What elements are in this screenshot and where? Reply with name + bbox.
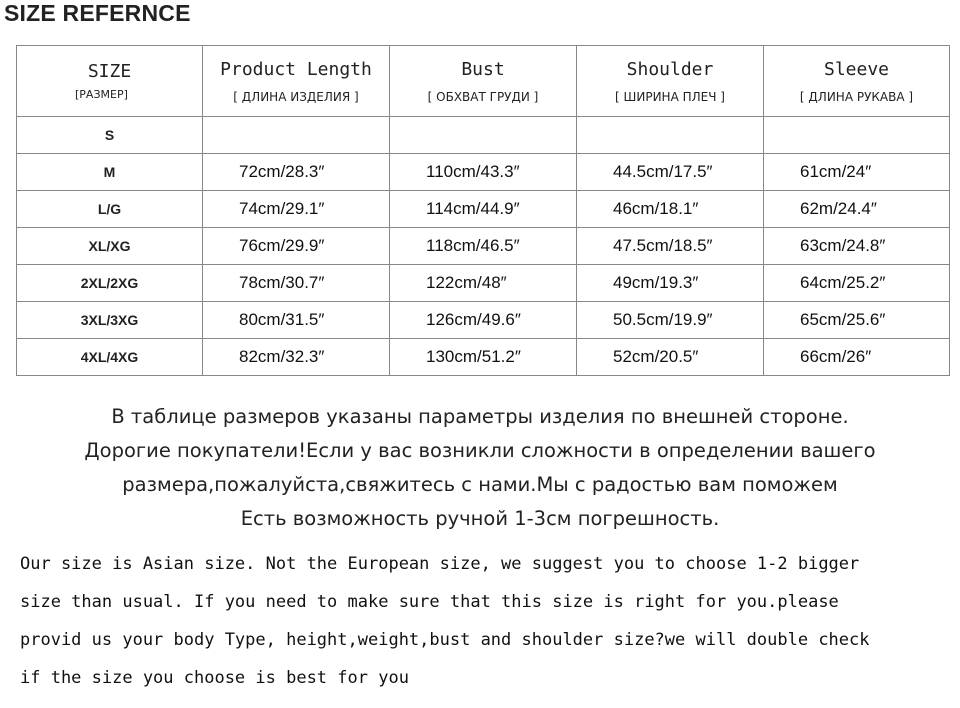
size-table — [16, 45, 950, 376]
shoulder-cell: 49cm/19.3″ — [577, 265, 764, 302]
table-row — [17, 228, 950, 265]
bust-cell: 122cm/48″ — [390, 265, 577, 302]
header-length-label: Product Length — [220, 58, 372, 80]
notice-en-line: provid us your body Type, height,weight,bust and shoulder size?we will double check — [20, 630, 870, 650]
length-cell: 76cm/29.9″ — [203, 228, 390, 265]
header-bust-label-ru: [ ОБХВАТ ГРУДИ ] — [427, 89, 539, 104]
sleeve-cell: 61cm/24″ — [764, 154, 950, 191]
table-row — [17, 117, 950, 154]
bust-cell: 114cm/44.9″ — [390, 191, 577, 228]
shoulder-cell: 47.5cm/18.5″ — [577, 228, 764, 265]
notice-en-line: Our size is Asian size. Not the European size, we suggest you to choose 1-2 bigger — [20, 554, 860, 574]
table-row — [17, 154, 950, 191]
header-shoulder-label: Shoulder — [626, 58, 714, 80]
shoulder-cell: 46cm/18.1″ — [577, 191, 764, 228]
table-row — [17, 302, 950, 339]
notice-en-line: if the size you choose is best for you — [20, 668, 409, 688]
sleeve-cell: 65cm/25.6″ — [764, 302, 950, 339]
page-title: SIZE REFERNCE — [4, 0, 191, 26]
header-length-label-ru: [ ДЛИНА ИЗДЕЛИЯ ] — [233, 89, 359, 104]
notice-russian — [0, 400, 960, 536]
size-cell: M — [17, 154, 203, 191]
notice-ru-line: Есть возможность ручной 1-3см погрешность. — [240, 507, 720, 530]
shoulder-cell — [577, 117, 764, 154]
table-row — [17, 265, 950, 302]
length-cell — [203, 117, 390, 154]
notice-en-line: size than usual. If you need to make sure that this size is right for you.please — [20, 592, 839, 612]
bust-cell — [390, 117, 577, 154]
sleeve-cell — [764, 117, 950, 154]
shoulder-cell: 52cm/20.5″ — [577, 339, 764, 376]
header-product-length — [203, 46, 390, 117]
table-row — [17, 191, 950, 228]
header-sleeve-label: Sleeve — [823, 58, 890, 80]
shoulder-cell: 50.5cm/19.9″ — [577, 302, 764, 339]
header-size-label-ru: [РАЗМЕР] — [75, 88, 128, 101]
length-cell: 78cm/30.7″ — [203, 265, 390, 302]
notice-english — [20, 545, 950, 697]
header-sleeve-label-ru: [ ДЛИНА РУКАВА ] — [799, 89, 914, 104]
size-cell: 4XL/4XG — [17, 339, 203, 376]
header-size — [17, 46, 203, 117]
header-shoulder-label-ru: [ ШИРИНА ПЛЕЧ ] — [615, 89, 725, 104]
sleeve-cell: 62m/24.4″ — [764, 191, 950, 228]
bust-cell: 110cm/43.3″ — [390, 154, 577, 191]
header-sleeve — [764, 46, 950, 117]
bust-cell: 126cm/49.6″ — [390, 302, 577, 339]
length-cell: 72cm/28.3″ — [203, 154, 390, 191]
bust-cell: 118cm/46.5″ — [390, 228, 577, 265]
length-cell: 82cm/32.3″ — [203, 339, 390, 376]
header-bust-label: Bust — [461, 58, 505, 80]
size-cell: S — [17, 117, 203, 154]
sleeve-cell: 63cm/24.8″ — [764, 228, 950, 265]
length-cell: 80cm/31.5″ — [203, 302, 390, 339]
notice-ru-line: В таблице размеров указаны параметры изделия по внешней стороне. — [111, 405, 849, 428]
table-row — [17, 339, 950, 376]
notice-ru-line: Дорогие покупатели!Если у вас возникли сложности в определении вашего — [84, 439, 876, 462]
shoulder-cell: 44.5cm/17.5″ — [577, 154, 764, 191]
size-cell: L/G — [17, 191, 203, 228]
header-bust — [390, 46, 577, 117]
sleeve-cell: 66cm/26″ — [764, 339, 950, 376]
notice-ru-line: размера,пожалуйста,свяжитесь с нами.Мы с радостью вам поможем — [122, 473, 838, 496]
header-shoulder — [577, 46, 764, 117]
size-cell: 3XL/3XG — [17, 302, 203, 339]
bust-cell: 130cm/51.2″ — [390, 339, 577, 376]
size-cell: XL/XG — [17, 228, 203, 265]
table-header-row — [17, 46, 950, 117]
size-cell: 2XL/2XG — [17, 265, 203, 302]
header-size-label: SIZE — [87, 61, 132, 82]
length-cell: 74cm/29.1″ — [203, 191, 390, 228]
sleeve-cell: 64cm/25.2″ — [764, 265, 950, 302]
